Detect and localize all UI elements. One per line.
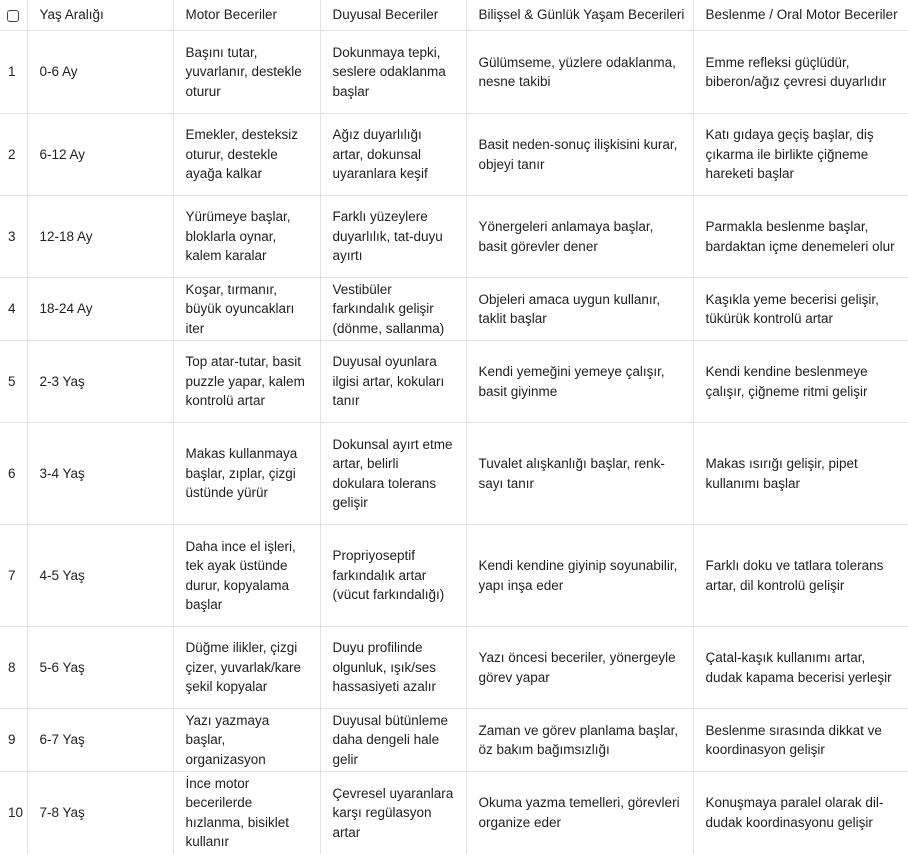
age-cell: 6-7 Yaş [27, 709, 173, 772]
row-index: 2 [0, 114, 27, 196]
sensory-cell: Vestibüler farkındalık gelişir (dönme, sallanma) [320, 278, 466, 341]
motor-cell: İnce motor becerilerde hızlanma, bisiklet kullanır [173, 772, 320, 854]
motor-cell: Koşar, tırmanır, büyük oyuncakları iter [173, 278, 320, 341]
row-index: 7 [0, 525, 27, 627]
nutrition-cell: Beslenme sırasında dikkat ve koordinasyon gelişir [693, 709, 908, 772]
select-all-checkbox-cell[interactable] [0, 0, 27, 31]
cognitive-cell: Yazı öncesi beceriler, yönergeyle görev yapar [466, 627, 693, 709]
row-index: 1 [0, 31, 27, 114]
sensory-cell: Propriyoseptif farkındalık artar (vücut farkındalığı) [320, 525, 466, 627]
motor-cell: Düğme ilikler, çizgi çizer, yuvarlak/kare şekil kopyalar [173, 627, 320, 709]
motor-cell: Başını tutar, yuvarlanır, destekle oturur [173, 31, 320, 114]
age-cell: 3-4 Yaş [27, 423, 173, 525]
row-index: 8 [0, 627, 27, 709]
header-age[interactable]: Yaş Aralığı [27, 0, 173, 31]
sensory-cell: Dokunsal ayırt etme artar, belirli dokulara tolerans gelişir [320, 423, 466, 525]
cognitive-cell: Objeleri amaca uygun kullanır, taklit başlar [466, 278, 693, 341]
sensory-cell: Duyusal bütünleme daha dengeli hale gelir [320, 709, 466, 772]
row-index: 3 [0, 196, 27, 278]
header-sensory[interactable]: Duyusal Beceriler [320, 0, 466, 31]
motor-cell: Top atar-tutar, basit puzzle yapar, kalem kontrolü artar [173, 341, 320, 423]
table-row[interactable] [0, 114, 908, 196]
table-row[interactable] [0, 341, 908, 423]
table-row[interactable] [0, 278, 908, 341]
nutrition-cell: Çatal-kaşık kullanımı artar, dudak kapama becerisi yerleşir [693, 627, 908, 709]
cognitive-cell: Yönergeleri anlamaya başlar, basit görevler dener [466, 196, 693, 278]
age-cell: 6-12 Ay [27, 114, 173, 196]
cognitive-cell: Zaman ve görev planlama başlar, öz bakım bağımsızlığı [466, 709, 693, 772]
nutrition-cell: Kaşıkla yeme becerisi gelişir, tükürük kontrolü artar [693, 278, 908, 341]
cognitive-cell: Basit neden-sonuç ilişkisini kurar, objeyi tanır [466, 114, 693, 196]
age-cell: 4-5 Yaş [27, 525, 173, 627]
age-cell: 18-24 Ay [27, 278, 173, 341]
header-row [0, 0, 908, 31]
age-cell: 7-8 Yaş [27, 772, 173, 854]
row-index: 6 [0, 423, 27, 525]
sensory-cell: Çevresel uyaranlara karşı regülasyon artar [320, 772, 466, 854]
table-row[interactable] [0, 423, 908, 525]
sensory-cell: Dokunmaya tepki, seslere odaklanma başlar [320, 31, 466, 114]
cognitive-cell: Gülümseme, yüzlere odaklanma, nesne takibi [466, 31, 693, 114]
header-cognitive[interactable]: Bilişsel & Günlük Yaşam Becerileri [466, 0, 693, 31]
table-row[interactable] [0, 196, 908, 278]
nutrition-cell: Parmakla beslenme başlar, bardaktan içme denemeleri olur [693, 196, 908, 278]
age-cell: 12-18 Ay [27, 196, 173, 278]
cognitive-cell: Kendi yemeğini yemeye çalışır, basit giyinme [466, 341, 693, 423]
sensory-cell: Ağız duyarlılığı artar, dokunsal uyaranlara keşif [320, 114, 466, 196]
table-row[interactable] [0, 627, 908, 709]
header-nutrition[interactable]: Beslenme / Oral Motor Beceriler [693, 0, 908, 31]
nutrition-cell: Katı gıdaya geçiş başlar, diş çıkarma ile birlikte çiğneme hareketi başlar [693, 114, 908, 196]
cognitive-cell: Tuvalet alışkanlığı başlar, renk-sayı tanır [466, 423, 693, 525]
age-cell: 0-6 Ay [27, 31, 173, 114]
cognitive-cell: Okuma yazma temelleri, görevleri organize eder [466, 772, 693, 854]
motor-cell: Daha ince el işleri, tek ayak üstünde durur, kopyalama başlar [173, 525, 320, 627]
table-row[interactable] [0, 525, 908, 627]
select-all-checkbox[interactable] [7, 10, 19, 22]
cognitive-cell: Kendi kendine giyinip soyunabilir, yapı inşa eder [466, 525, 693, 627]
row-index: 4 [0, 278, 27, 341]
motor-cell: Emekler, desteksiz oturur, destekle ayağa kalkar [173, 114, 320, 196]
table-row[interactable] [0, 772, 908, 854]
age-cell: 5-6 Yaş [27, 627, 173, 709]
sensory-cell: Duyu profilinde olgunluk, ışık/ses hassasiyeti azalır [320, 627, 466, 709]
sensory-cell: Farklı yüzeylere duyarlılık, tat-duyu ayırtı [320, 196, 466, 278]
nutrition-cell: Konuşmaya paralel olarak dil-dudak koordinasyonu gelişir [693, 772, 908, 854]
nutrition-cell: Kendi kendine beslenmeye çalışır, çiğneme ritmi gelişir [693, 341, 908, 423]
nutrition-cell: Makas ısırığı gelişir, pipet kullanımı başlar [693, 423, 908, 525]
row-index: 10 [0, 772, 27, 854]
row-index: 9 [0, 709, 27, 772]
row-index: 5 [0, 341, 27, 423]
motor-cell: Yürümeye başlar, bloklarla oynar, kalem karalar [173, 196, 320, 278]
motor-cell: Yazı yazmaya başlar, organizasyon [173, 709, 320, 772]
table-row[interactable] [0, 31, 908, 114]
age-cell: 2-3 Yaş [27, 341, 173, 423]
table-row[interactable] [0, 709, 908, 772]
motor-cell: Makas kullanmaya başlar, zıplar, çizgi üstünde yürür [173, 423, 320, 525]
header-motor[interactable]: Motor Beceriler [173, 0, 320, 31]
nutrition-cell: Emme refleksi güçlüdür, biberon/ağız çevresi duyarlıdır [693, 31, 908, 114]
sensory-cell: Duyusal oyunlara ilgisi artar, kokuları tanır [320, 341, 466, 423]
nutrition-cell: Farklı doku ve tatlara tolerans artar, dil kontrolü gelişir [693, 525, 908, 627]
